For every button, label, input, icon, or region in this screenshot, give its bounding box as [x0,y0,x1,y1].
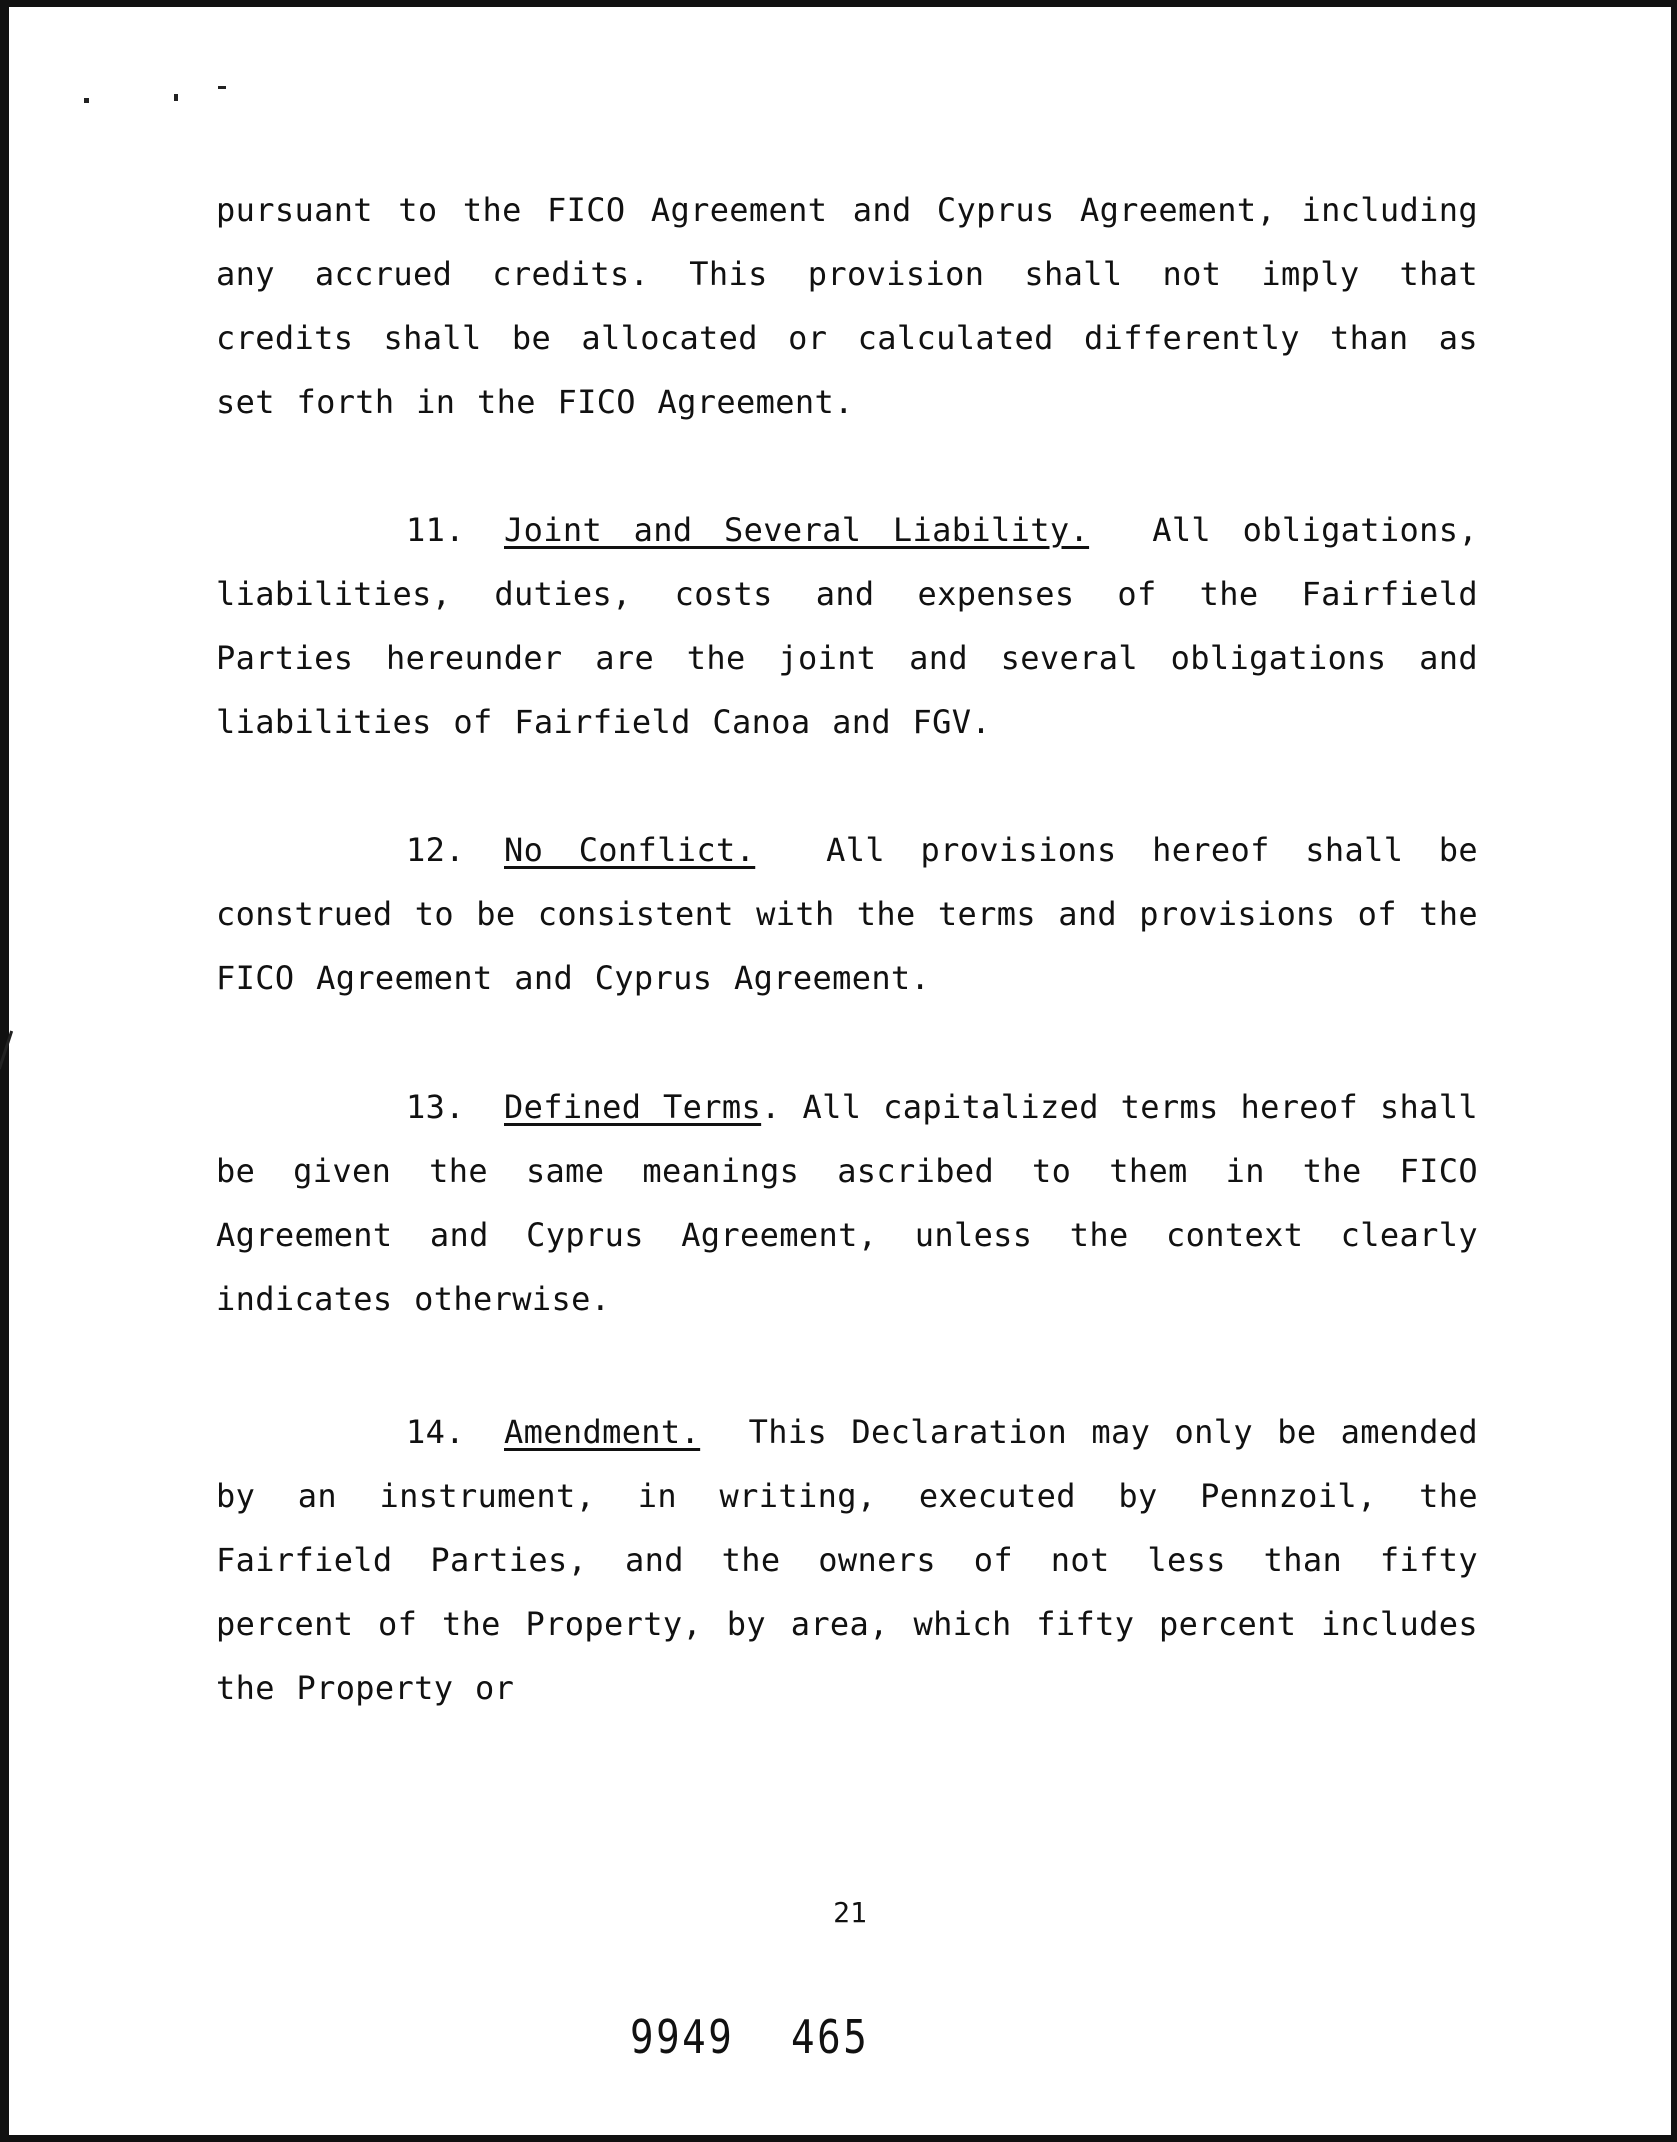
scan-speck [174,94,178,101]
section-12-heading: No Conflict. [504,831,756,869]
scan-border-bottom [0,2135,1677,2142]
section-13-text: . All capitalized terms hereof shall be given the same meanings ascribed to them in the FICO Agreement and Cyprus Agreement, unless the context clearly indicates otherwise. [216,1088,1478,1318]
section-13-number: 13. [406,1088,465,1126]
section-14 [216,1400,1478,1720]
page-number: 21 [833,1896,867,1929]
section-12-number: 12. [406,831,465,869]
section-11-paragraph [216,498,1478,754]
scan-border-left [0,0,9,2142]
scan-speck [218,86,226,89]
section-11-text: All obligations, liabilities, duties, costs and expenses of the Fairfield Parties hereunder are the joint and several obligations and liabilities of Fairfield Canoa and FGV. [216,511,1478,741]
section-12-paragraph [216,818,1478,1010]
document-id-stamp: 9949 465 [630,2010,870,2064]
continuation-paragraph [216,178,1478,434]
section-14-paragraph [216,1400,1478,1720]
section-14-heading: Amendment. [504,1413,701,1451]
section-13 [216,1075,1478,1331]
section-13-paragraph [216,1075,1478,1331]
section-14-number: 14. [406,1413,465,1451]
scan-speck [84,98,89,103]
section-11-heading: Joint and Several Liability. [504,511,1090,549]
section-11 [216,498,1478,754]
section-14-text: This Declaration may only be amended by an instrument, in writing, executed by Pennzoil, the Fairfield Parties, and the owners of not less than fifty percent of the Property, by area, which fifty percent includes the Property or [216,1413,1478,1707]
section-11-number: 11. [406,511,465,549]
section-12 [216,818,1478,1010]
scan-border-top [0,0,1677,7]
continuation-text: pursuant to the FICO Agreement and Cyprus Agreement, including any accrued credits. This provision shall not imply that credits shall be allocated or calculated differently than as set forth in the FICO Agreement. [216,191,1478,421]
section-12-text: All provisions hereof shall be construed to be consistent with the terms and provisions of the FICO Agreement and Cyprus Agreement. [216,831,1478,997]
section-13-heading: Defined Terms [504,1088,762,1126]
scan-border-right [1671,0,1677,2142]
